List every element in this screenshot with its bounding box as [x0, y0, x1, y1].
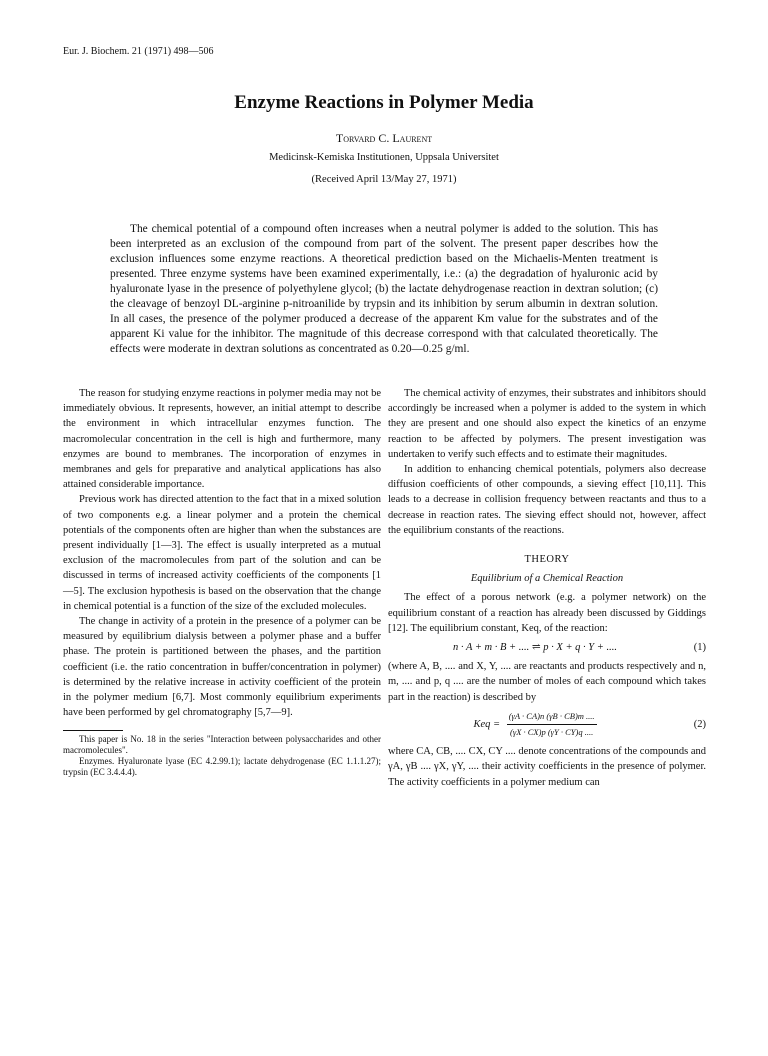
paper-title: Enzyme Reactions in Polymer Media	[234, 92, 534, 113]
footnote-divider	[63, 730, 123, 731]
equation-2-numerator: (γA · CA)n (γB · CB)m ....	[507, 709, 597, 725]
equation-2-fraction	[507, 709, 597, 740]
body-paragraph: (where A, B, .... and X, Y, .... are reactants and products respectively and n, m, .... and p, q .... are the number of moles of each compound which takes part in the reaction) is described by	[388, 661, 706, 703]
body-paragraph: The change in activity of a protein in the presence of a polymer can be measured by equilibrium dialysis between a polymer phase and a buffer phase. The protein is partitioned between the phases, and the partition coefficient (i.e. the ratio concentration in buffer/concentration in polymer) is determined by the relative increase in activity coefficient of the protein in the polymer medium [6,7]. Most commonly equilibrium experiments have been performed by gel chromatography [5,7—9].	[63, 616, 381, 719]
footnote-enzymes: Enzymes. Hyaluronate lyase (EC 4.2.99.1); lactate dehydrogenase (EC 1.1.1.27); trypsin (EC 3.4.4.4).	[63, 756, 381, 778]
equation-1-body: n · A + m · B + .... ⇌ p · X + q · Y + ....	[453, 642, 617, 654]
equation-2-lhs: Keq =	[473, 718, 501, 730]
equation-2-number: (2)	[693, 718, 706, 730]
footnote-series: This paper is No. 18 in the series "Interaction between polysaccharides and other macromolecules".	[63, 734, 381, 756]
equation-2-body	[388, 709, 682, 740]
equation-2	[388, 709, 706, 740]
abstract: The chemical potential of a compound often increases when a neutral polymer is added to the solution. This has been interpreted as an exclusion of the compound from part of the solvent. The present paper describes how the exclusion influences some enzyme reactions. A theoretical prediction based on the Michaelis-Menten treatment is presented. Three enzyme systems have been examined experimentally, i.e.: (a) the degradation of hyaluronic acid by hyaluronate lyase in the presence of polyethylene glycol; (b) the lactate dehydrogenase reaction in dextran solution; (c) the cleavage of benzoyl DL-arginine p-nitroanilide by trypsin and its inhibition by serum albumin in dextran solution. In all cases, the presence of the polymer produced a decrease of the apparent Km value for the substrates and of the apparent Ki value for the inhibitor. The magnitude of this decrease correspond with that calculated theoretically. The effects were moderate in dextran solutions as concentrated as 0.20—0.25 g/ml.	[110, 223, 658, 355]
body-paragraph: Previous work has directed attention to the fact that in a mixed solution of two components e.g. a linear polymer and a protein the chemical potentials of the components often are higher than when the substances are present individually [1—3]. The effect is usually interpreted as a mutual exclusion of the macromolecules from part of the solution and can be discussed in terms of increased activity coefficients of the components [1—5]. The exclusion hypothesis is based on the observation that the change in chemical potential is a function of the size of the excluded molecules.	[63, 494, 381, 612]
author: Torvard C. Laurent	[335, 131, 433, 145]
body-paragraph: where CA, CB, .... CX, CY .... denote concentrations of the compounds and γA, γB .... γX, γY, .... their activity coefficients in the presence of polymer. The activity coefficients in a polymer medium can	[388, 746, 706, 788]
right-column	[388, 386, 706, 790]
body-paragraph: In addition to enhancing chemical potentials, polymers also decrease diffusion coefficients of other compounds, a sieving effect [10,11]. This leads to a decrease in collision frequency between reactants and thus to a decrease in reaction rates. The sieving effect should not, however, affect the equilibrium constants of the reactions.	[388, 464, 706, 536]
equation-2-denominator: (γX · CX)p (γY · CY)q ....	[510, 727, 594, 738]
equation-1-number: (1)	[693, 642, 706, 654]
section-heading: THEORY	[524, 554, 570, 566]
affiliation: Medicinsk-Kemiska Institutionen, Uppsala Universitet	[269, 152, 499, 163]
left-column	[63, 386, 381, 778]
equation-1	[388, 640, 706, 655]
body-paragraph: The chemical activity of enzymes, their substrates and inhibitors should accordingly be increased when a polymer is added to the system in which they are present and one should also expect the kinetics of an enzyme reaction to be affected by polymers. The present investigation was undertaken to verify such effects and to estimate their magnitudes.	[388, 388, 706, 460]
subsection-heading: Equilibrium of a Chemical Reaction	[470, 573, 624, 585]
running-head: Eur. J. Biochem. 21 (1971) 498—506	[63, 46, 214, 57]
body-paragraph: The reason for studying enzyme reactions in polymer media may not be immediately obvious. It represents, however, an initial attempt to describe the environment in which intracellular enzymes function. The macromolecular concentration in the cell is high and furthermore, many enzymes are bound to membranes. The incorporation of enzymes in membranes and gels for preparative and analytical applications has also attained considerable importance.	[63, 388, 381, 491]
body-paragraph: The effect of a porous network (e.g. a polymer network) on the equilibrium constant of a reaction has already been discussed by Giddings [12]. The equilibrium constant, Keq, of the reaction:	[388, 592, 706, 634]
received-date: (Received April 13/May 27, 1971)	[311, 174, 457, 185]
